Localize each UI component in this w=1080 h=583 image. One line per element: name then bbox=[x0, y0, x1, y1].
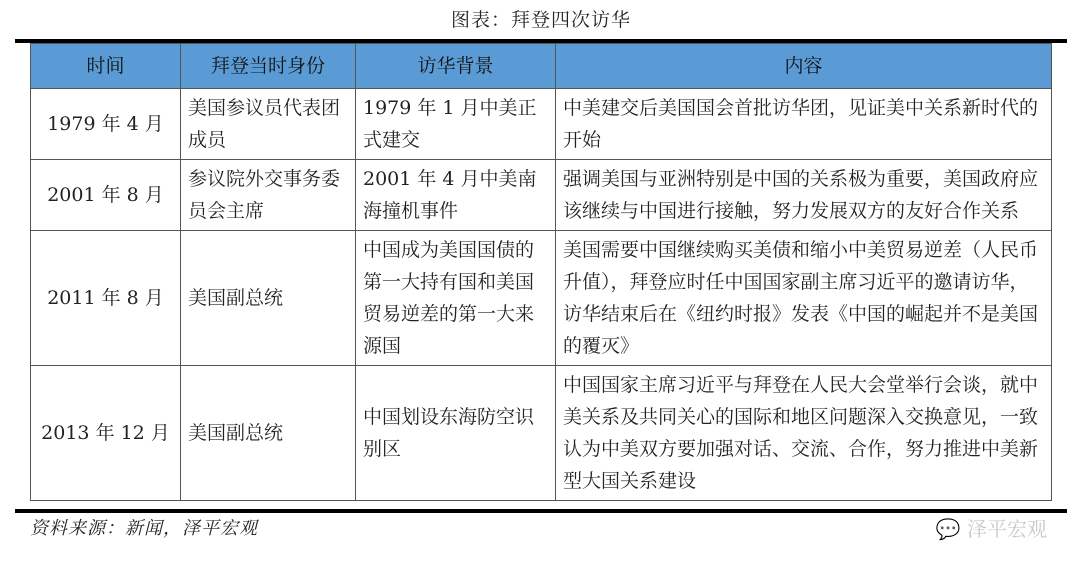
cell-role: 美国副总统 bbox=[181, 231, 356, 366]
cell-background: 1979 年 1 月中美正式建交 bbox=[356, 89, 556, 160]
bottom-rule bbox=[15, 509, 1067, 513]
header-content: 内容 bbox=[556, 44, 1052, 89]
header-role: 拜登当时身份 bbox=[181, 44, 356, 89]
watermark bbox=[936, 517, 1047, 541]
table-row bbox=[31, 366, 1052, 501]
cell-background: 中国成为美国国债的第一大持有国和美国贸易逆差的第一大来源国 bbox=[356, 231, 556, 366]
cell-role: 参议院外交事务委员会主席 bbox=[181, 160, 356, 231]
cell-time: 2011 年 8 月 bbox=[31, 231, 181, 366]
cell-background: 2001 年 4 月中美南海撞机事件 bbox=[356, 160, 556, 231]
cell-content: 强调美国与亚洲特别是中国的关系极为重要，美国政府应该继续与中国进行接触，努力发展双方的友好合作关系 bbox=[556, 160, 1052, 231]
wechat-icon: 💬 bbox=[935, 517, 961, 541]
cell-background: 中国划设东海防空识别区 bbox=[356, 366, 556, 501]
cell-role: 美国副总统 bbox=[181, 366, 356, 501]
cell-time: 2001 年 8 月 bbox=[31, 160, 181, 231]
header-time: 时间 bbox=[31, 44, 181, 89]
cell-content: 中美建交后美国国会首批访华团，见证美中关系新时代的开始 bbox=[556, 89, 1052, 160]
cell-content: 美国需要中国继续购买美债和缩小中美贸易逆差（人民币升值），拜登应时任中国国家副主席习近平的邀请访华，访华结束后在《纽约时报》发表《中国的崛起并不是美国的覆灭》 bbox=[556, 231, 1052, 366]
figure-title: 图表：拜登四次访华 bbox=[450, 9, 631, 31]
table-row bbox=[31, 231, 1052, 366]
cell-time: 1979 年 4 月 bbox=[31, 89, 181, 160]
cell-role: 美国参议员代表团成员 bbox=[181, 89, 356, 160]
header-background: 访华背景 bbox=[356, 44, 556, 89]
source-note: 资料来源：新闻，泽平宏观 bbox=[30, 518, 258, 539]
footer bbox=[15, 517, 1067, 541]
cell-time: 2013 年 12 月 bbox=[31, 366, 181, 501]
watermark-text: 泽平宏观 bbox=[967, 517, 1047, 541]
cell-content: 中国国家主席习近平与拜登在人民大会堂举行会谈，就中美关系及共同关心的国际和地区问题深入交换意见，一致认为中美双方要加强对话、交流、合作，努力推进中美新型大国关系建设 bbox=[556, 366, 1052, 501]
table-row bbox=[31, 160, 1052, 231]
visits-table bbox=[30, 43, 1052, 501]
table-row bbox=[31, 89, 1052, 160]
